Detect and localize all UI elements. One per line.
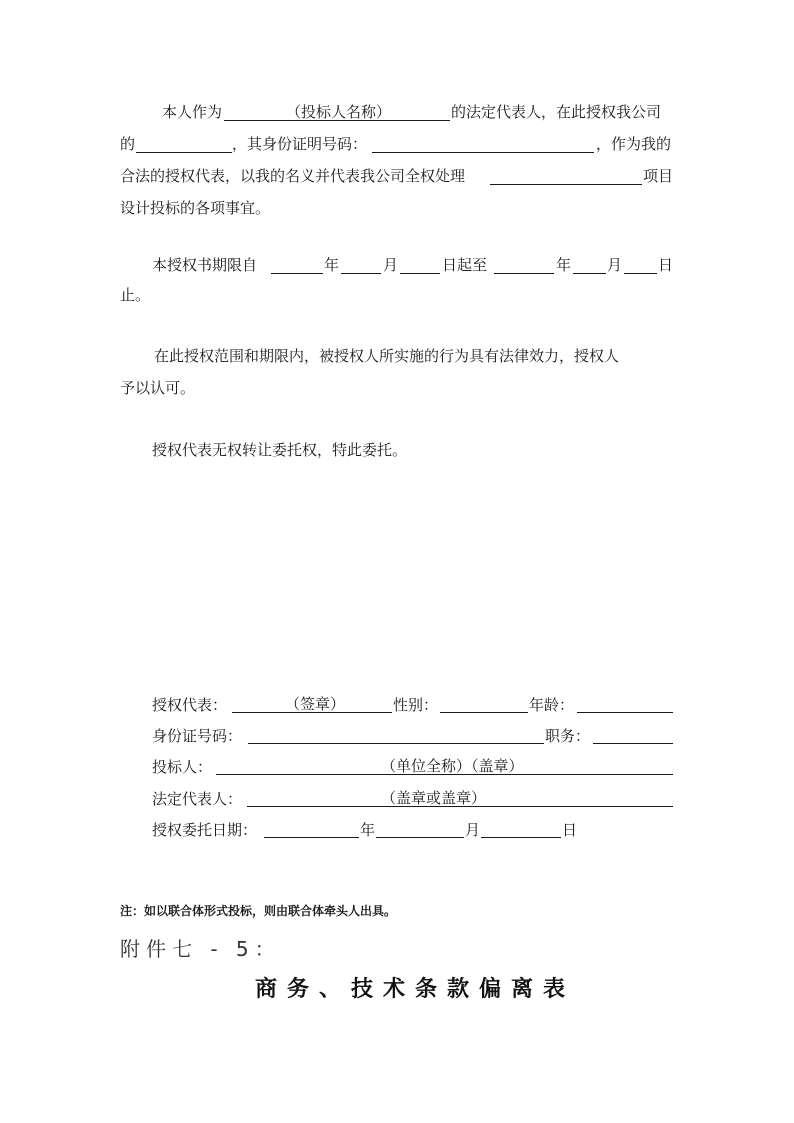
start-month-blank[interactable] xyxy=(341,273,381,274)
p2-day-from: 日起至 xyxy=(442,256,488,274)
p1-line1-prefix: 本人作为 xyxy=(162,103,223,121)
legal-rep-fill: （盖章或盖章） xyxy=(381,789,487,807)
bidder-fill: （单位全称）（盖章） xyxy=(381,757,524,775)
date-year-label: 年 xyxy=(360,821,376,839)
date-year-field[interactable] xyxy=(264,837,359,838)
rep-label: 授权代表： xyxy=(152,696,228,714)
p1-line4: 设计投标的各项事宜。 xyxy=(120,199,271,217)
id-number-field[interactable] xyxy=(248,743,544,744)
bidder-label: 投标人： xyxy=(152,758,213,776)
gender-label: 性别： xyxy=(393,696,439,714)
age-field[interactable] xyxy=(577,712,673,713)
date-day-label: 日 xyxy=(562,821,578,839)
p3-line2: 予以认可。 xyxy=(120,379,196,397)
id-label: 身份证号码： xyxy=(152,727,243,745)
id-number-blank[interactable] xyxy=(372,152,594,153)
p1-line3-prefix: 合法的授权代表，以我的名义并代表我公司全权处理 xyxy=(120,167,466,185)
no-transfer-statement: 授权代表无权转让委托权，特此委托。 xyxy=(152,441,408,459)
date-month-field[interactable] xyxy=(376,837,464,838)
p1-line1-suffix: 的法定代表人，在此授权我公司 xyxy=(451,103,662,121)
p2-year2: 年 xyxy=(556,256,572,274)
position-field[interactable] xyxy=(593,743,673,744)
p2-day2: 日 xyxy=(658,256,674,274)
date-month-label: 月 xyxy=(465,821,481,839)
end-day-blank[interactable] xyxy=(624,273,657,274)
position-label: 职务： xyxy=(545,727,591,745)
p2-line2: 止。 xyxy=(120,286,151,304)
p1-line3-suffix: 项目 xyxy=(643,167,674,185)
rep-fill: （签章） xyxy=(285,695,346,713)
project-name-blank[interactable] xyxy=(490,184,642,185)
legal-rep-label: 法定代表人： xyxy=(152,790,243,808)
date-label: 授权委托日期： xyxy=(152,821,258,839)
start-year-blank[interactable] xyxy=(271,273,323,274)
end-month-blank[interactable] xyxy=(573,273,606,274)
gender-field[interactable] xyxy=(440,712,528,713)
p3-line1: 在此授权范围和期限内，被授权人所实施的行为具有法律效力，授权人 xyxy=(154,347,620,365)
p1-line2-prefix: 的 xyxy=(120,135,136,153)
consortium-note: 注：如以联合体形式投标，则由联合体牵头人出具。 xyxy=(120,904,397,918)
p2-year: 年 xyxy=(324,256,340,274)
start-day-blank[interactable] xyxy=(400,273,440,274)
representative-name-blank[interactable] xyxy=(136,152,232,153)
p2-prefix: 本授权书期限自 xyxy=(152,256,258,274)
p2-month: 月 xyxy=(383,256,399,274)
date-day-field[interactable] xyxy=(481,837,561,838)
attachment-label: 附件七 - 5： xyxy=(120,937,281,961)
age-label: 年龄： xyxy=(529,696,575,714)
p2-month2: 月 xyxy=(607,256,623,274)
end-year-blank[interactable] xyxy=(494,273,554,274)
section-title: 商务、技术条款偏离表 xyxy=(255,977,576,1002)
p1-line2-mid: ，其身份证明号码： xyxy=(232,135,368,153)
p1-line1-fill: （投标人名称） xyxy=(286,103,392,121)
p1-line2-suffix: ，作为我的 xyxy=(596,135,672,153)
